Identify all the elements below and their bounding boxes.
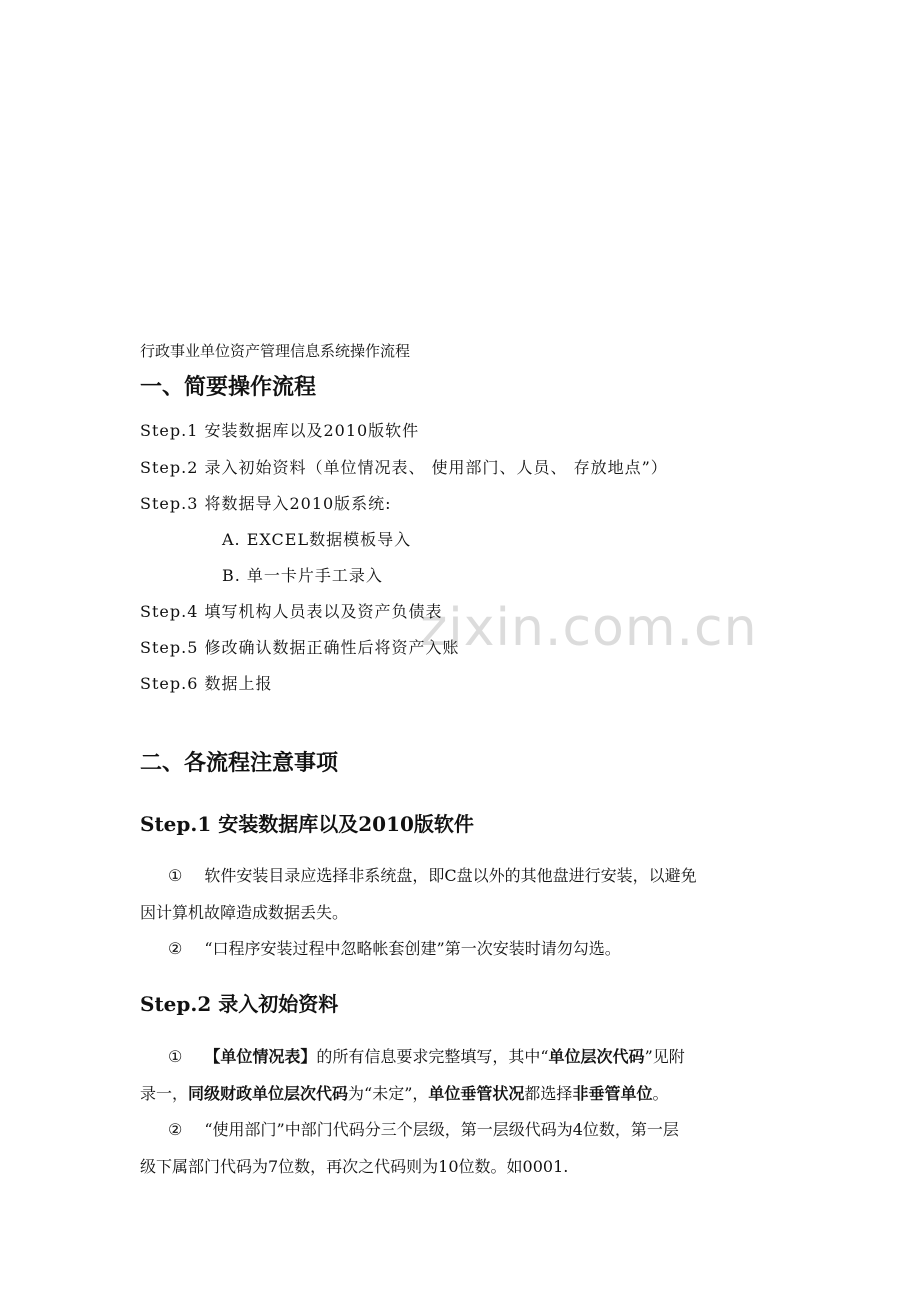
step2-heading: Step.2 录入初始资料 <box>140 992 339 1016</box>
item-marker: ① <box>168 1047 183 1066</box>
step2-item1 <box>140 1038 785 1112</box>
substep-item: B. 单一卡片手工录入 <box>222 566 383 585</box>
step-item: Step.4 填写机构人员表以及资产负债表 <box>140 602 443 621</box>
step-item: Step.1 安装数据库以及2010版软件 <box>140 421 420 440</box>
step1-item1 <box>140 857 785 931</box>
item-text: 为“未定”， <box>348 1084 429 1103</box>
step-item: Step.6 数据上报 <box>140 674 273 693</box>
item-text-continuation: 因计算机故障造成数据丢失。 <box>140 903 349 922</box>
item-text-continuation: 级下属部门代码为7位数，再次之代码则为10位数。如0001. <box>140 1157 569 1176</box>
item-text: 都选择 <box>524 1084 573 1103</box>
watermark: zixin.com.cn <box>420 598 758 658</box>
item-text: “使用部门”中部门代码分三个层级，第一层级代码为4位数，第一层 <box>204 1120 679 1139</box>
step-item: Step.3 将数据导入2010版系统: <box>140 494 392 513</box>
bold-text: 【单位情况表】 <box>204 1047 317 1066</box>
item-text: “口程序安装过程中忽略帐套创建”第一次安装时请勿勾选。 <box>204 939 621 958</box>
step1-item2 <box>140 930 785 967</box>
item-text: ”见附 <box>644 1047 685 1066</box>
document-title: 行政事业单位资产管理信息系统操作流程 <box>140 342 411 360</box>
item-marker: ① <box>168 866 183 885</box>
item-text: 软件安装目录应选择非系统盘，即C盘以外的其他盘进行安装，以避免 <box>204 866 697 885</box>
bold-text: 非垂管单位 <box>572 1084 653 1103</box>
bold-text: 同级财政单位层次代码 <box>188 1084 349 1103</box>
step1-heading: Step.1 安装数据库以及2010版软件 <box>140 812 474 836</box>
item-marker: ② <box>168 1120 183 1139</box>
substep-item: A. EXCEL数据模板导入 <box>222 530 412 549</box>
section2-heading: 二、各流程注意事项 <box>140 750 339 776</box>
item-marker: ② <box>168 939 183 958</box>
item-text: 。 <box>652 1084 669 1103</box>
bold-text: 单位层次代码 <box>548 1047 645 1066</box>
bold-text: 单位垂管状况 <box>428 1084 525 1103</box>
step-item: Step.5 修改确认数据正确性后将资产入账 <box>140 638 460 657</box>
item-text: 录一， <box>140 1084 189 1103</box>
step-item: Step.2 录入初始资料（单位情况表、 使用部门、人员、 存放地点”） <box>140 458 668 477</box>
step2-item2 <box>140 1111 785 1185</box>
section1-heading: 一、简要操作流程 <box>140 374 317 400</box>
item-text: 的所有信息要求完整填写，其中“ <box>316 1047 549 1066</box>
